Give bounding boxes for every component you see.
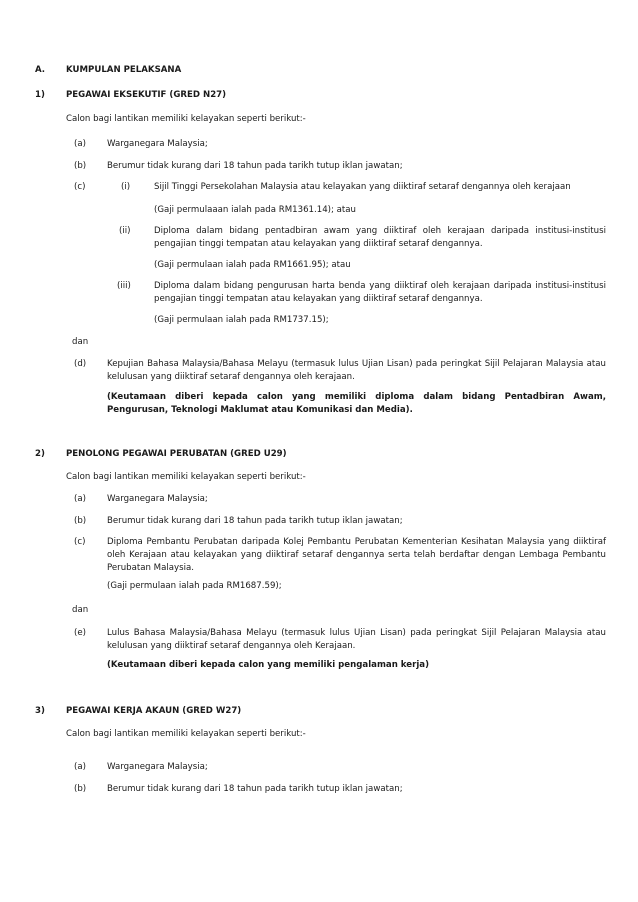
pos2-b-label: (b) <box>74 516 87 526</box>
pos1-number: 1) <box>35 90 45 100</box>
pos3-b-text: Berumur tidak kurang dari 18 tahun pada tarikh tutup iklan jawatan; <box>107 784 403 794</box>
pos2-a-text: Warganegara Malaysia; <box>107 494 208 504</box>
pos1-dan: dan <box>72 337 89 347</box>
pos1-c-ii-text: Diploma dalam bidang pentadbiran awam yang diiktiraf oleh kerajaan daripada institusi-institusi pengajian tinggi tempatan atau kelayakan yang diiktiraf setaraf dengannya. <box>154 226 606 249</box>
pos3-a-text: Warganegara Malaysia; <box>107 762 208 772</box>
pos2-dan: dan <box>72 605 89 615</box>
pos2-c-gaji: (Gaji permulaan ialah pada RM1687.59); <box>107 581 282 591</box>
pos3-title: PEGAWAI KERJA AKAUN (GRED W27) <box>66 706 242 716</box>
pos1-d-label: (d) <box>74 359 87 369</box>
pos1-d-note: (Keutamaan diberi kepada calon yang memiliki diploma dalam bidang Pentadbiran Awam, Pengurusan, Teknologi Maklumat atau Komunikasi dan Media). <box>107 392 606 415</box>
pos2-c-label: (c) <box>74 537 86 547</box>
pos1-intro: Calon bagi lantikan memiliki kelayakan seperti berikut:- <box>66 114 306 124</box>
pos3-b-label: (b) <box>74 784 87 794</box>
pos1-b-label: (b) <box>74 161 87 171</box>
pos1-c-label: (c) <box>74 182 86 192</box>
pos1-b-text: Berumur tidak kurang dari 18 tahun pada tarikh tutup iklan jawatan; <box>107 161 403 171</box>
pos1-c-i-label: (i) <box>121 182 131 192</box>
pos2-e-label: (e) <box>74 628 86 638</box>
pos2-e-text: Lulus Bahasa Malaysia/Bahasa Melayu (termasuk lulus Ujian Lisan) pada peringkat Sijil Pelajaran Malaysia atau kelulusan yang diiktiraf setaraf dengannya oleh Kerajaan. <box>107 628 606 651</box>
pos1-d-text: Kepujian Bahasa Malaysia/Bahasa Melayu (termasuk lulus Ujian Lisan) pada peringkat Sijil Pelajaran Malaysia atau kelulusan yang diiktiraf setaraf dengannya oleh kerajaan. <box>107 359 606 382</box>
pos1-c-i-text: Sijil Tinggi Persekolahan Malaysia atau kelayakan yang diiktiraf setaraf dengannya oleh kerajaan <box>154 182 571 192</box>
pos3-intro: Calon bagi lantikan memiliki kelayakan seperti berikut:- <box>66 729 306 739</box>
pos1-c-iii-text: Diploma dalam bidang pengurusan harta benda yang diiktiraf oleh kerajaan daripada institusi-institusi pengajian tinggi tempatan atau kelayakan yang diiktiraf setaraf dengannya. <box>154 281 606 304</box>
pos3-number: 3) <box>35 706 45 716</box>
pos2-e-note: (Keutamaan diberi kepada calon yang memiliki pengalaman kerja) <box>107 660 430 670</box>
pos1-c-ii-gaji: (Gaji permulaan ialah pada RM1661.95); atau <box>154 260 351 270</box>
pos1-a-label: (a) <box>74 139 86 149</box>
section-title: KUMPULAN PELAKSANA <box>66 65 182 75</box>
section-letter: A. <box>35 65 46 75</box>
pos2-b-text: Berumur tidak kurang dari 18 tahun pada tarikh tutup iklan jawatan; <box>107 516 403 526</box>
pos2-number: 2) <box>35 449 45 459</box>
pos1-c-iii-gaji: (Gaji permulaan ialah pada RM1737.15); <box>154 315 329 325</box>
pos2-a-label: (a) <box>74 494 86 504</box>
pos1-a-text: Warganegara Malaysia; <box>107 139 208 149</box>
pos2-intro: Calon bagi lantikan memiliki kelayakan seperti berikut:- <box>66 472 306 482</box>
pos1-title: PEGAWAI EKSEKUTIF (GRED N27) <box>66 90 227 100</box>
pos3-a-label: (a) <box>74 762 86 772</box>
pos1-c-iii-label: (iii) <box>117 281 131 291</box>
pos1-c-ii-label: (ii) <box>119 226 131 236</box>
pos1-c-i-gaji: (Gaji permulaaan ialah pada RM1361.14); atau <box>154 205 357 215</box>
pos2-c-text: Diploma Pembantu Perubatan daripada Kolej Pembantu Perubatan Kementerian Kesihatan Malaysia yang diiktiraf oleh Kerajaan atau kelayakan yang diiktiraf setaraf dengannya serta telah berdaftar dengan Lembaga Pembantu Perubatan Malaysia. <box>107 537 606 573</box>
pos2-title: PENOLONG PEGAWAI PERUBATAN (GRED U29) <box>66 449 287 459</box>
